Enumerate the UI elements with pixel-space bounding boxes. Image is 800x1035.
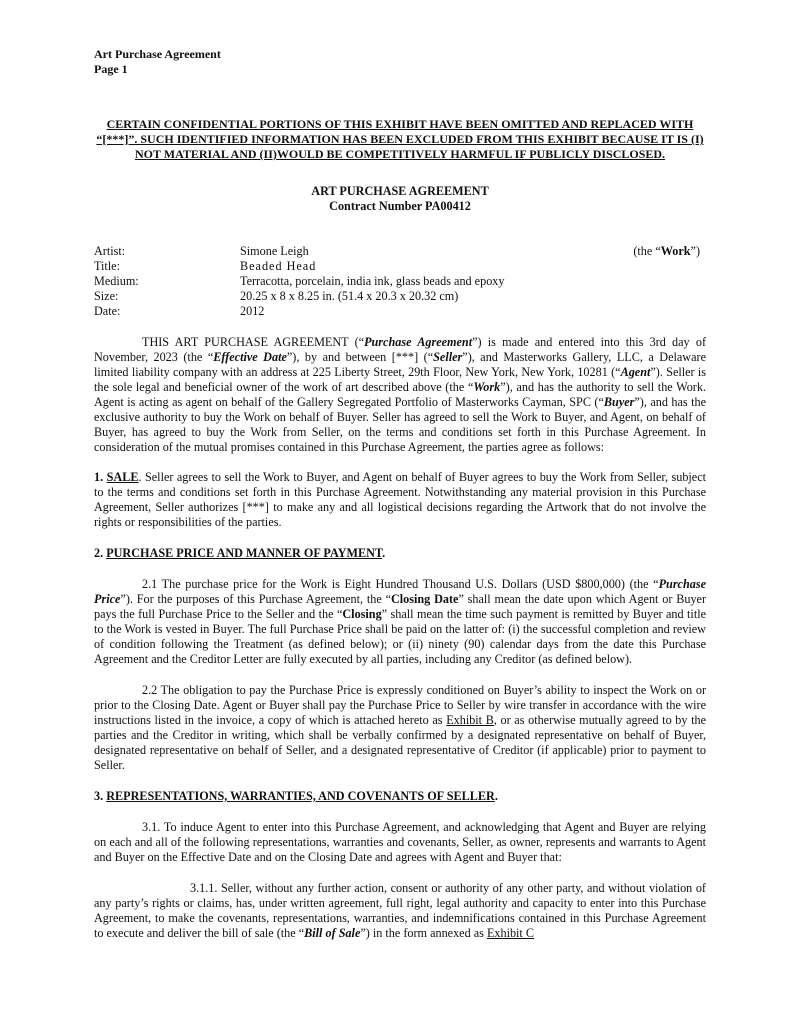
size-label: Size: bbox=[94, 289, 119, 303]
agreement-title: ART PURCHASE AGREEMENT bbox=[311, 184, 489, 198]
section-1-heading: SALE bbox=[106, 470, 139, 484]
header-doc-title: Art Purchase Agreement bbox=[94, 47, 221, 61]
artist-label: Artist: bbox=[94, 244, 126, 258]
contract-number: Contract Number PA00412 bbox=[329, 199, 471, 213]
title-value: Beaded Head bbox=[240, 259, 317, 273]
medium-label: Medium: bbox=[94, 274, 139, 288]
document-page bbox=[94, 47, 706, 941]
running-header bbox=[94, 47, 706, 77]
size-value: 20.25 x 8 x 8.25 in. (51.4 x 20.3 x 20.32 cm) bbox=[240, 289, 459, 303]
confidential-notice: CERTAIN CONFIDENTIAL PORTIONS OF THIS EXHIBIT HAVE BEEN OMITTED AND REPLACED WITH “[***]”. SUCH IDENTIFIED INFORMATION HAS BEEN EXCLUDED FROM THIS EXHIBIT BECAUSE IT IS (I) NOT MATERIAL AND (II)WOULD BE COMPETITIVELY HARMFUL IF PUBLICLY DISCLOSED. bbox=[96, 117, 704, 161]
paragraph-3-1-1: 3.1.1. Seller, without any further action, consent or authority of any other party, and without violation of any party’s rights or claims, has, under written agreement, full right, legal authority and capacity to enter into this Purchase Agreement, to make the covenants, representations, warranties, and indemnifications contained in this Purchase Agreement to execute and deliver the bill of sale (the “Bill of Sale”) in the form annexed as Exhibit C bbox=[94, 881, 706, 940]
work-row-artist bbox=[94, 244, 706, 259]
work-row-date bbox=[94, 304, 706, 319]
agreement-title-block bbox=[94, 184, 706, 214]
paragraph-2-1: 2.1 The purchase price for the Work is Eight Hundred Thousand U.S. Dollars (USD $800,000) (the “Purchase Price”). For the purposes of this Purchase Agreement, the “Closing Date” shall mean the date upon which Agent or Buyer pays the full Purchase Price to the Seller and the “Closing” shall mean the time such payment is remitted by Buyer and title to the Work is vested in Buyer. The full Purchase Price shall be paid on the latter of: (i) the successful completion and review of condition following the Treatment (as defined below); or (ii) ninety (90) calendar days from the date this Purchase Agreement and the Creditor Letter are fully executed by all parties, including any Creditor (as defined below). bbox=[94, 577, 707, 666]
title-label: Title: bbox=[94, 259, 120, 273]
date-label: Date: bbox=[94, 304, 121, 318]
exhibit-c-reference: Exhibit C bbox=[486, 926, 534, 940]
work-details-table bbox=[94, 244, 706, 319]
work-definition-tag: (the “Work”) bbox=[633, 244, 700, 258]
section-2-heading: 2. PURCHASE PRICE AND MANNER OF PAYMENT. bbox=[94, 546, 386, 560]
artist-value: Simone Leigh bbox=[240, 244, 309, 258]
date-value: 2012 bbox=[240, 304, 265, 318]
work-row-title bbox=[94, 259, 706, 274]
intro-paragraph: THIS ART PURCHASE AGREEMENT (“Purchase Agreement”) is made and entered into this 3rd day of November, 2023 (the “Effective Date”), by and between [***] (“Seller”), and Masterworks Gallery, LLC, a Delaware limited liability company with an address at 225 Liberty Street, 29th Floor, New York, New York, 10281 (“Agent”). Seller is the sole legal and beneficial owner of the work of art described above (the “Work”), and has the authority to sell the Work. Agent is acting as agent on behalf of the Gallery Segregated Portfolio of Masterworks Cayman, SPC (“Buyer”), and has the exclusive authority to buy the Work on behalf of Buyer. Seller has agreed to sell the Work to Buyer, and Agent, on behalf of Buyer, has agreed to buy the Work from Seller, on the terms and conditions set forth in this Purchase Agreement. In consideration of the mutual promises contained in this Purchase Agreement, the parties agree as follows: bbox=[94, 335, 707, 454]
work-row-size bbox=[94, 289, 706, 304]
section-1-sale: 1. SALE. Seller agrees to sell the Work to Buyer, and Agent on behalf of Buyer agrees to buy the Work from Seller, subject to the terms and conditions set forth in this Purchase Agreement. Notwithstanding any material provision in this Purchase Agreement, Seller authorizes [***] to make any and all logistical decisions regarding the Artwork that do not involve the rights or responsibilities of the parties. bbox=[94, 470, 707, 529]
medium-value: Terracotta, porcelain, india ink, glass beads and epoxy bbox=[240, 274, 505, 288]
exhibit-b-reference: Exhibit B bbox=[446, 713, 494, 727]
header-page-number: Page 1 bbox=[94, 62, 128, 76]
section-3-heading: 3. REPRESENTATIONS, WARRANTIES, AND COVENANTS OF SELLER. bbox=[94, 789, 498, 803]
paragraph-2-2: 2.2 The obligation to pay the Purchase Price is expressly conditioned on Buyer’s ability to inspect the Work on or prior to the Closing Date. Agent or Buyer shall pay the Purchase Price to Seller by wire transfer in accordance with the wire instructions listed in the invoice, a copy of which is attached hereto as Exhibit B, or as otherwise mutually agreed to by the parties and the Creditor in writing, which shall be verbally confirmed by a designated representative on behalf of Buyer, designated representative on behalf of Seller, and a designated representative of Creditor (if applicable) prior to payment to Seller. bbox=[94, 683, 707, 772]
paragraph-3-1: 3.1. To induce Agent to enter into this Purchase Agreement, and acknowledging that Agent and Buyer are relying on each and all of the following representations, warranties and covenants, Seller, as owner, represents and warrants to Agent and Buyer on the Effective Date and on the Closing Date and agrees with Agent and Buyer that: bbox=[94, 820, 706, 864]
work-row-medium bbox=[94, 274, 706, 289]
